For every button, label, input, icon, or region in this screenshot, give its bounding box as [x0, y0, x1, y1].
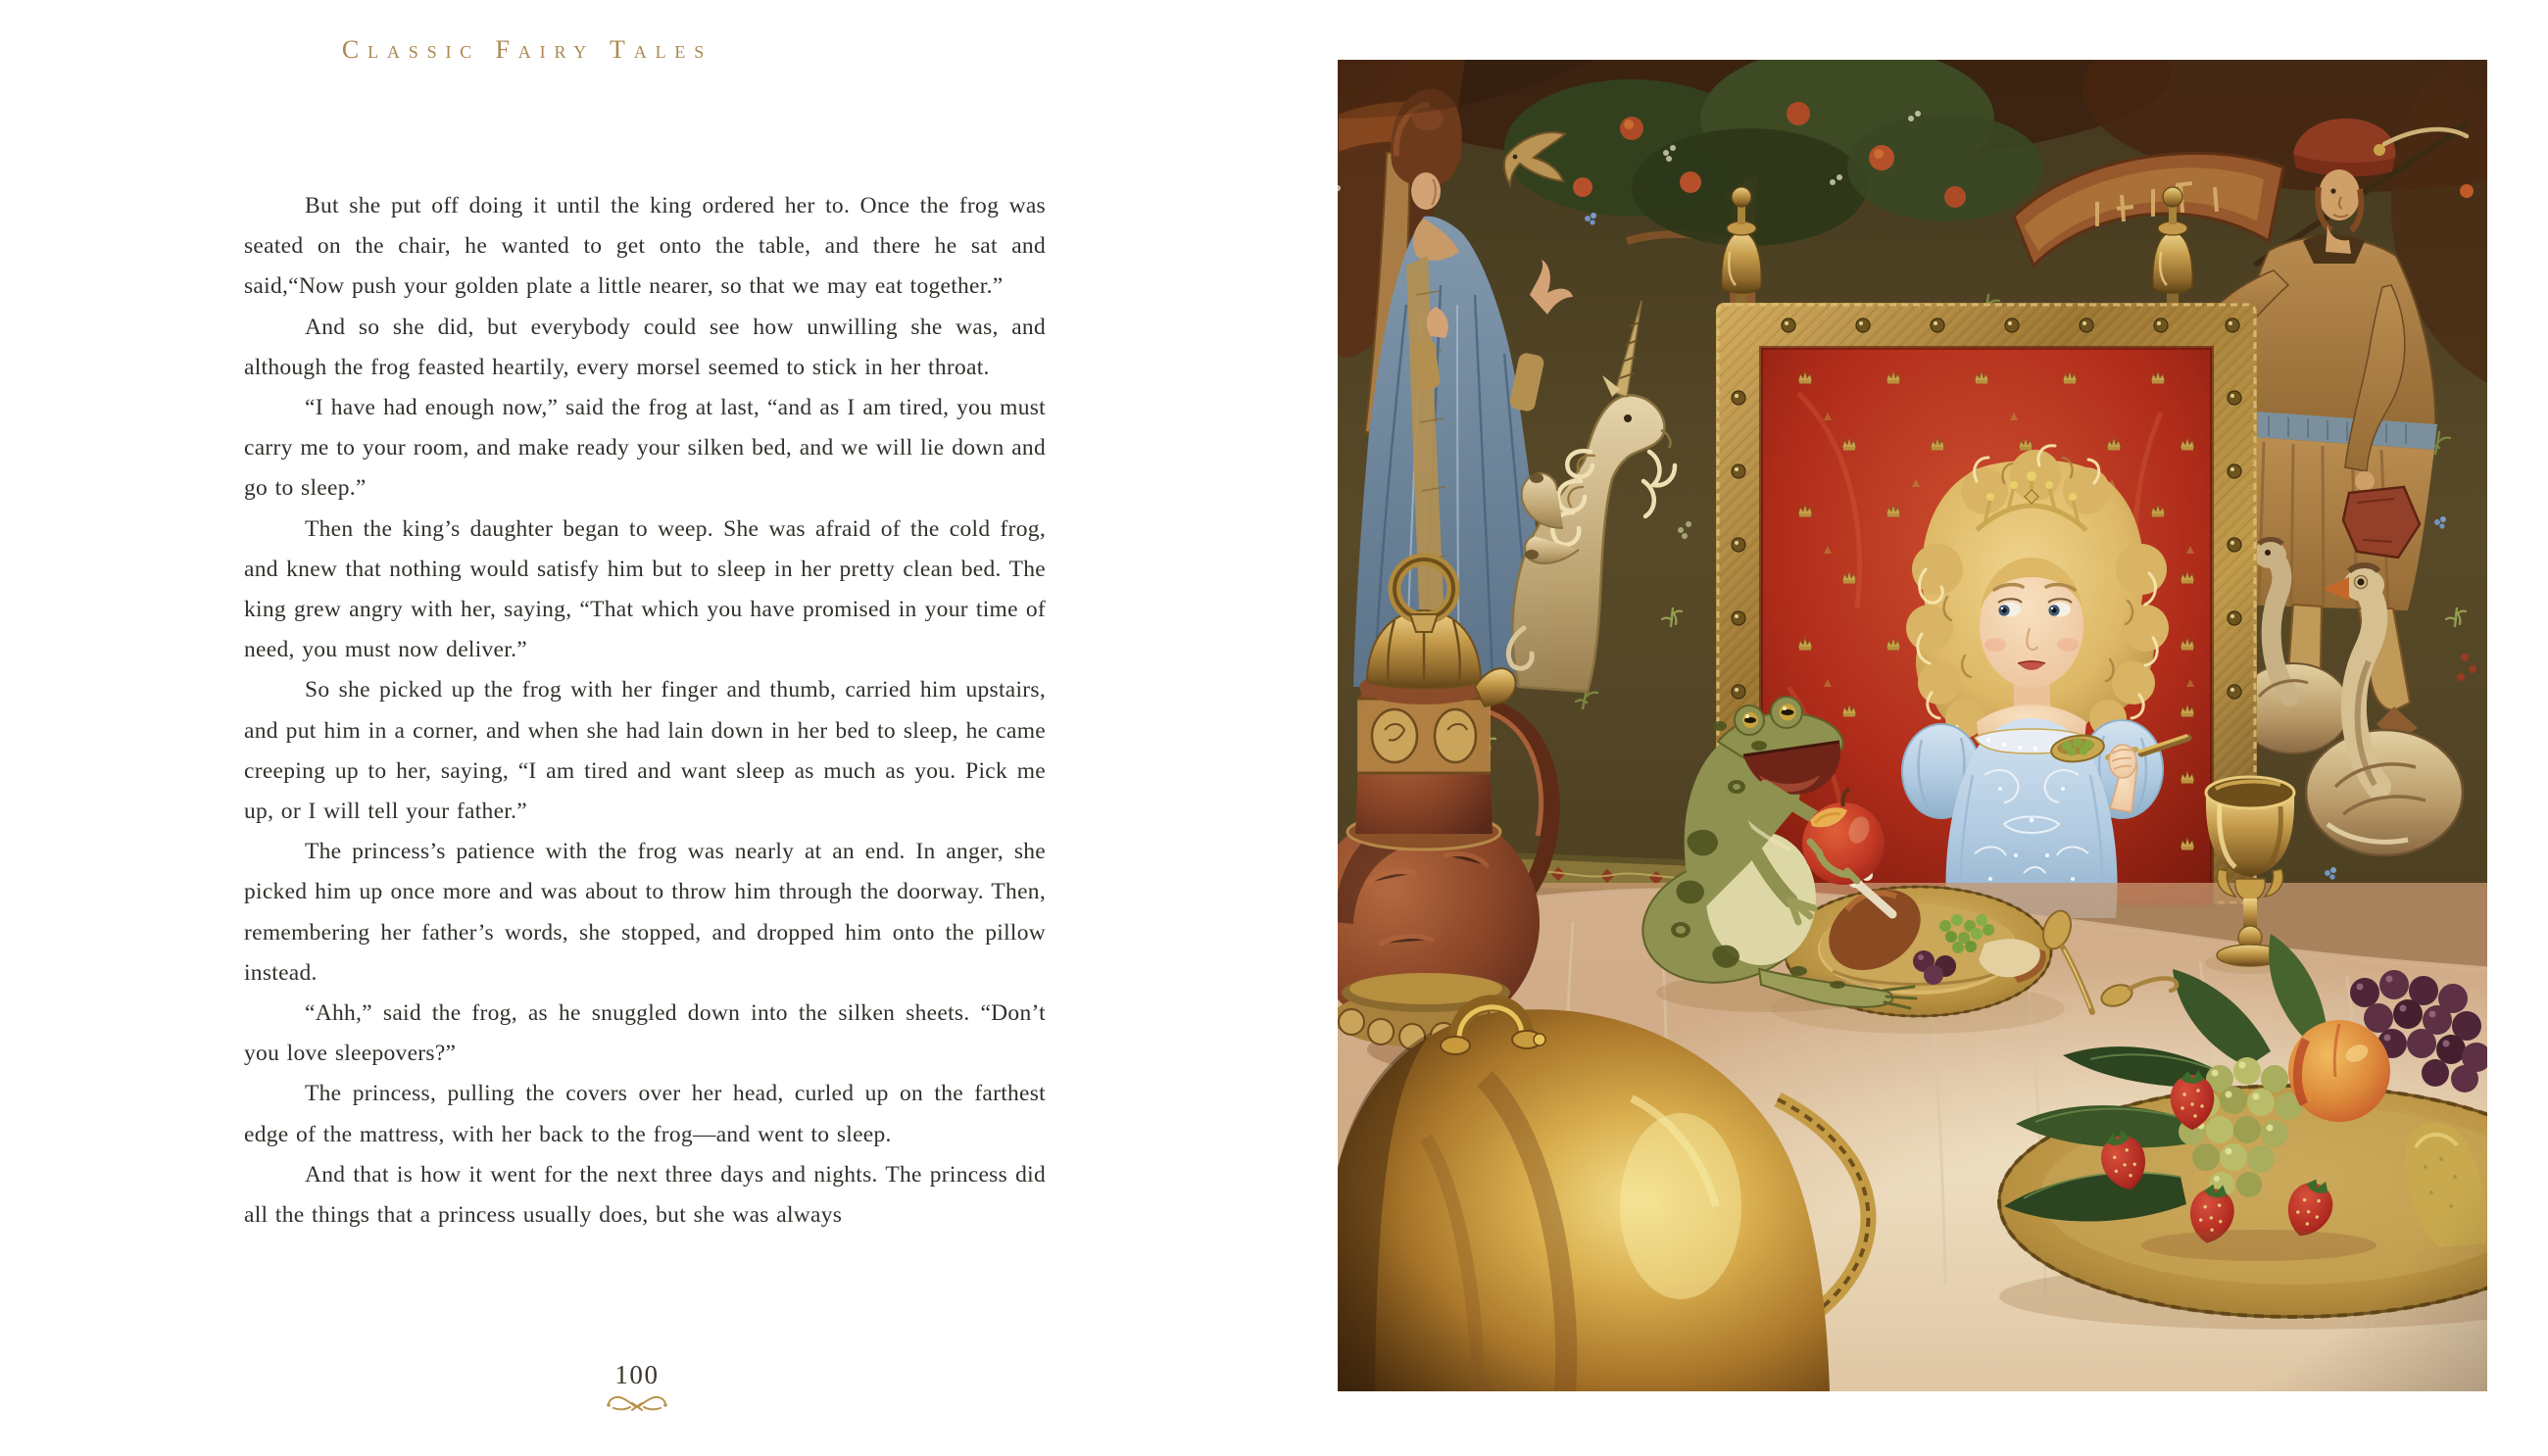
vignette	[1338, 60, 2487, 1391]
page-number: 100	[614, 1360, 660, 1389]
page-ornament-flourish-icon	[606, 1392, 668, 1414]
story-paragraph: “Ahh,” said the frog, as he snuggled down into the silken sheets. “Don’t you love sleepovers?”	[244, 1000, 1046, 1067]
story-paragraph: The princess’s patience with the frog was nearly at an end. In anger, she picked him up once more and was about to throw him through the doorway. Then, remembering her father’s words, she stopped, and dropped him onto the pillow instead.	[244, 839, 1046, 986]
story-paragraph: And that is how it went for the next three days and nights. The princess did all the things that a princess usually does, but she was always	[244, 1161, 1046, 1229]
running-header: Classic Fairy Tales	[341, 35, 713, 64]
story-paragraph: But she put off doing it until the king ordered her to. Once the frog was seated on the chair, he wanted to get onto the table, and there he sat and said,“Now push your golden plate a little nearer, so that we may eat together.”	[244, 193, 1046, 300]
story-paragraph: So she picked up the frog with her finger and thumb, carried him upstairs, and put him in a corner, and when she had lain down in her bed to sleep, he came creeping up to her, saying, “I am tired and want sleep as much as you. Pick me up, or I will tell your father.”	[244, 677, 1046, 825]
story-text	[244, 186, 1046, 1236]
story-paragraph: Then the king’s daughter began to weep. She was afraid of the cold frog, and knew that nothing would satisfy him but to sleep in her pretty clean bed. The king grew angry with her, saying, “That which you have promised in your time of need, you must now deliver.”	[244, 515, 1046, 663]
story-paragraph: The princess, pulling the covers over her head, curled up on the farthest edge of the mattress, with her back to the frog—and went to sleep.	[244, 1081, 1046, 1147]
story-paragraph: “I have had enough now,” said the frog at last, “and as I am tired, you must carry me to your room, and make ready your silken bed, and we will lie down and go to sleep.”	[244, 395, 1046, 502]
frog-prince-illustration	[1338, 60, 2487, 1391]
right-page	[1274, 0, 2548, 1456]
story-paragraph: And so she did, but everybody could see how unwilling she was, and although the frog feasted heartily, every morsel seemed to stick in her throat.	[244, 314, 1046, 380]
